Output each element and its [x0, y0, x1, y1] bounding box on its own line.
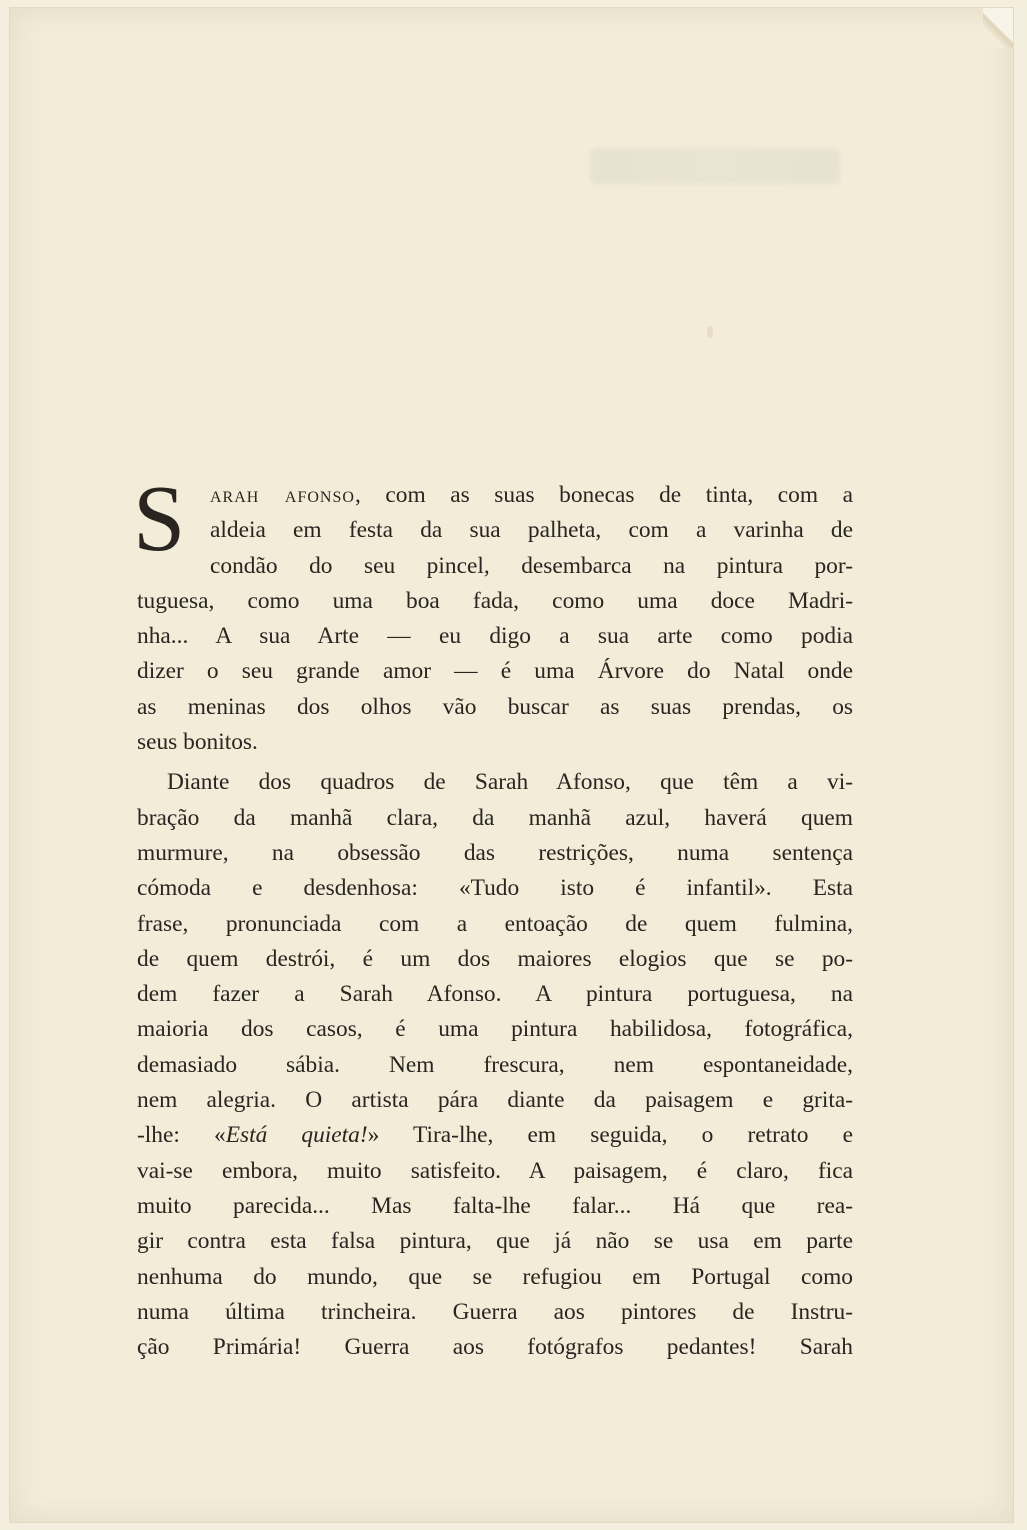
text-line: arah afonso, com as suas bonecas de tinta, com a: [210, 482, 853, 508]
text-line: de quem destrói, é um dos maiores elogios que se po-: [137, 945, 853, 972]
text-line: vai-se embora, muito satisfeito. A paisagem, é claro, fica: [137, 1157, 853, 1184]
text-line: murmure, na obsessão das restrições, numa sentença: [137, 839, 853, 866]
text-line: as meninas dos olhos vão buscar as suas prendas, os: [137, 693, 853, 720]
text-line: demasiado sábia. Nem frescura, nem espontaneidade,: [137, 1051, 853, 1078]
text-line: dem fazer a Sarah Afonso. A pintura portuguesa, na: [137, 981, 853, 1008]
text-line: condão do seu pincel, desembarca na pintura por-: [210, 552, 853, 579]
body-text: [133, 467, 853, 1365]
text-line: dizer o seu grande amor — é uma Árvore do Natal onde: [137, 658, 853, 685]
text-line: tuguesa, como uma boa fada, como uma doce Madri-: [137, 587, 853, 614]
text-line: muito parecida... Mas falta-lhe falar... Há que rea-: [137, 1192, 853, 1219]
text-line: Diante dos quadros de Sarah Afonso, que têm a vi-: [167, 769, 853, 796]
text-line: nha... A sua Arte — eu digo a sua arte como podia: [137, 623, 853, 650]
text-line: -lhe: «Está quieta!» Tira-lhe, em seguida, o retrato e: [137, 1122, 853, 1149]
text-line: cómoda e desdenhosa: «Tudo isto é infantil». Esta: [137, 875, 853, 902]
text-line: ção Primária! Guerra aos fotógrafos pedantes! Sarah: [137, 1334, 853, 1361]
drop-cap: S: [133, 467, 186, 571]
text-line: maioria dos casos, é uma pintura habilidosa, fotográfica,: [137, 1016, 853, 1043]
text-line: numa última trincheira. Guerra aos pintores de Instru-: [137, 1298, 853, 1325]
text-line: seus bonitos.: [137, 729, 258, 756]
text-line: frase, pronunciada com a entoação de quem fulmina,: [137, 910, 853, 937]
text-line: nenhuma do mundo, que se refugiou em Portugal como: [137, 1263, 853, 1290]
text-line: nem alegria. O artista pára diante da paisagem e grita-: [137, 1087, 853, 1114]
show-through-ink: [590, 148, 840, 184]
text-line: aldeia em festa da sua palheta, com a varinha de: [210, 517, 853, 544]
paper-stain: [707, 326, 713, 338]
page-corner-fold: [983, 8, 1013, 48]
text-line: gir contra esta falsa pintura, que já não se usa em parte: [137, 1228, 853, 1255]
text-line: bração da manhã clara, da manhã azul, haverá quem: [137, 804, 853, 831]
